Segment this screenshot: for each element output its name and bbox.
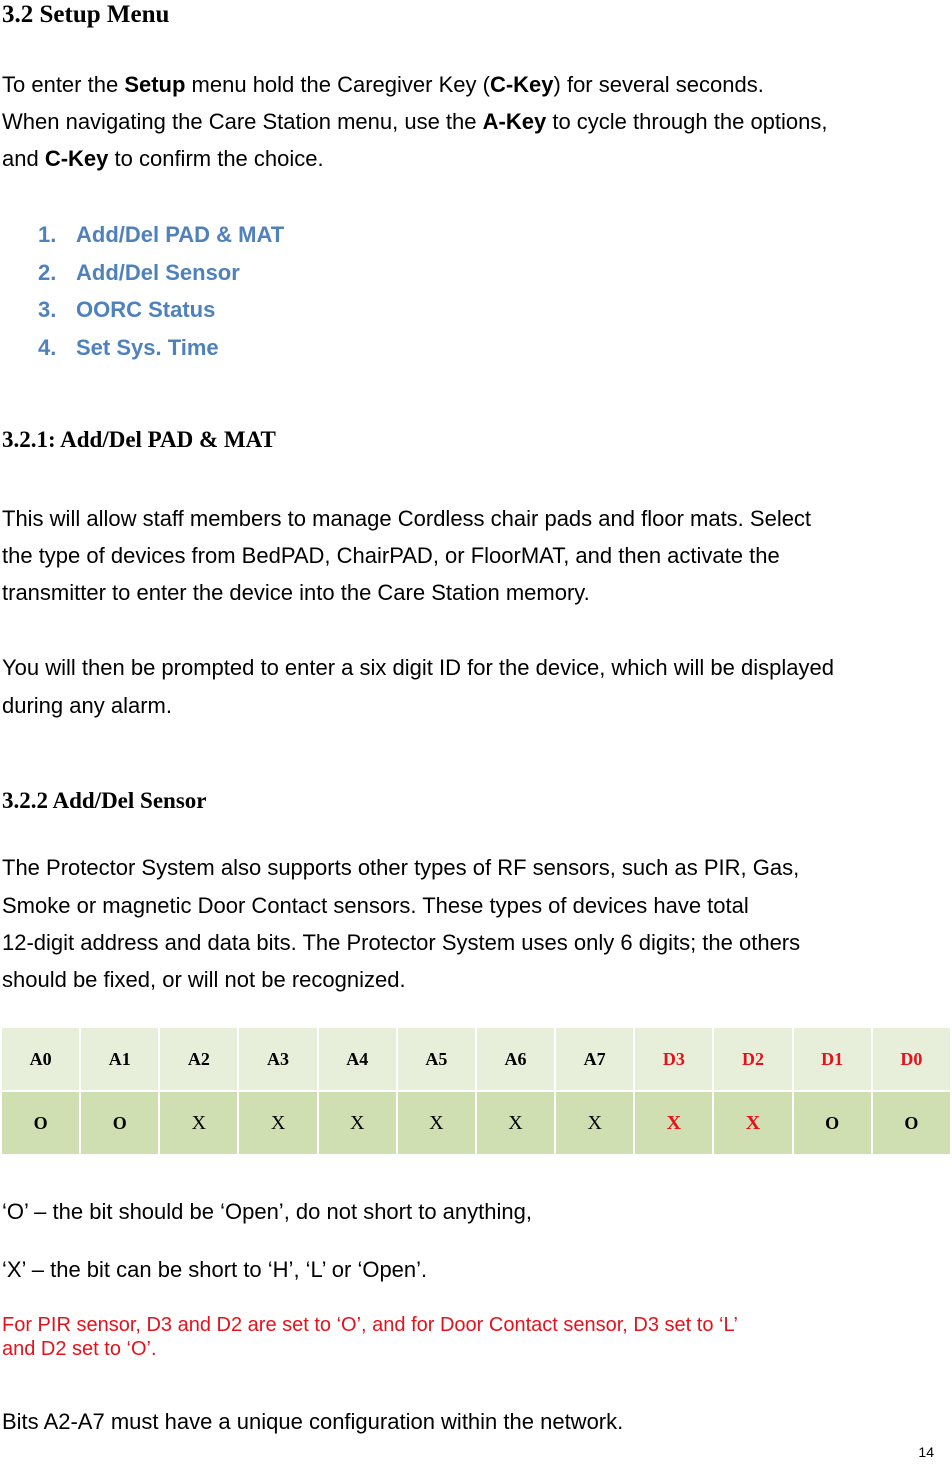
- x-note: ‘X’ – the bit can be short to ‘H’, ‘L’ or ‘Open’.: [2, 1257, 428, 1282]
- paragraph-line: transmitter to enter the device into the Care Station memory.: [2, 580, 590, 605]
- page-title: 3.2 Setup Menu: [2, 1, 170, 28]
- table-value-cell: O: [793, 1091, 872, 1155]
- paragraph-line: should be fixed, or will not be recognized.: [2, 967, 406, 992]
- table-header-cell: A0: [1, 1027, 80, 1091]
- intro-line-2: When navigating the Care Station menu, use the A-Key to cycle through the options,: [2, 109, 828, 134]
- intro-line-3: and C-Key to confirm the choice.: [2, 146, 324, 171]
- table-value-cell: X: [555, 1091, 634, 1155]
- page-number: 14: [918, 1444, 934, 1460]
- table-value-cell: O: [1, 1091, 80, 1155]
- menu-list-item: 2. Add/Del Sensor: [38, 260, 240, 285]
- paragraph-line: 12-digit address and data bits. The Protector System uses only 6 digits; the others: [2, 930, 801, 955]
- table-value-cell: X: [397, 1091, 476, 1155]
- menu-list-item: 4. Set Sys. Time: [38, 335, 219, 360]
- table-value-cell: O: [872, 1091, 951, 1155]
- paragraph-line: during any alarm.: [2, 693, 172, 718]
- table-value-cell: X: [634, 1091, 713, 1155]
- unique-note: Bits A2-A7 must have a unique configuration within the network.: [2, 1409, 624, 1434]
- table-header-cell: A5: [397, 1027, 476, 1091]
- table-value-cell: X: [238, 1091, 317, 1155]
- pir-note-line: and D2 set to ‘O’.: [2, 1338, 157, 1360]
- table-header-cell: A7: [555, 1027, 634, 1091]
- table-value-cell: O: [80, 1091, 159, 1155]
- table-value-cell: X: [159, 1091, 238, 1155]
- menu-list-item: 3. OORC Status: [38, 297, 216, 322]
- table-value-row: [1, 1091, 951, 1155]
- paragraph-line: The Protector System also supports other types of RF sensors, such as PIR, Gas,: [2, 855, 800, 880]
- table-header-cell: D0: [872, 1027, 951, 1091]
- table-header-cell: D3: [634, 1027, 713, 1091]
- section-heading: 3.2.1: Add/Del PAD & MAT: [2, 427, 276, 452]
- paragraph-line: the type of devices from BedPAD, ChairPAD, or FloorMAT, and then activate the: [2, 543, 780, 568]
- table-header-cell: D2: [713, 1027, 792, 1091]
- table-header-cell: A1: [80, 1027, 159, 1091]
- table-header-cell: A4: [318, 1027, 397, 1091]
- table-header-cell: A6: [476, 1027, 555, 1091]
- table-header-cell: D1: [793, 1027, 872, 1091]
- paragraph-line: You will then be prompted to enter a six digit ID for the device, which will be displayed: [2, 655, 834, 680]
- intro-line-1: To enter the Setup menu hold the Caregiver Key (C-Key) for several seconds.: [2, 72, 764, 97]
- table-value-cell: X: [476, 1091, 555, 1155]
- pir-note-line: For PIR sensor, D3 and D2 are set to ‘O’, and for Door Contact sensor, D3 set to ‘L’: [2, 1314, 738, 1336]
- table-header-cell: A3: [238, 1027, 317, 1091]
- paragraph-line: This will allow staff members to manage Cordless chair pads and floor mats. Select: [2, 506, 812, 531]
- table-value-cell: X: [318, 1091, 397, 1155]
- section-heading: 3.2.2 Add/Del Sensor: [2, 788, 207, 813]
- table-header-row: [1, 1027, 951, 1091]
- menu-list-item: 1. Add/Del PAD & MAT: [38, 222, 285, 247]
- paragraph-line: Smoke or magnetic Door Contact sensors. These types of devices have total: [2, 893, 749, 918]
- o-note: ‘O’ – the bit should be ‘Open’, do not short to anything,: [2, 1199, 532, 1224]
- table-value-cell: X: [713, 1091, 792, 1155]
- bit-config-table: [0, 1026, 952, 1156]
- table-header-cell: A2: [159, 1027, 238, 1091]
